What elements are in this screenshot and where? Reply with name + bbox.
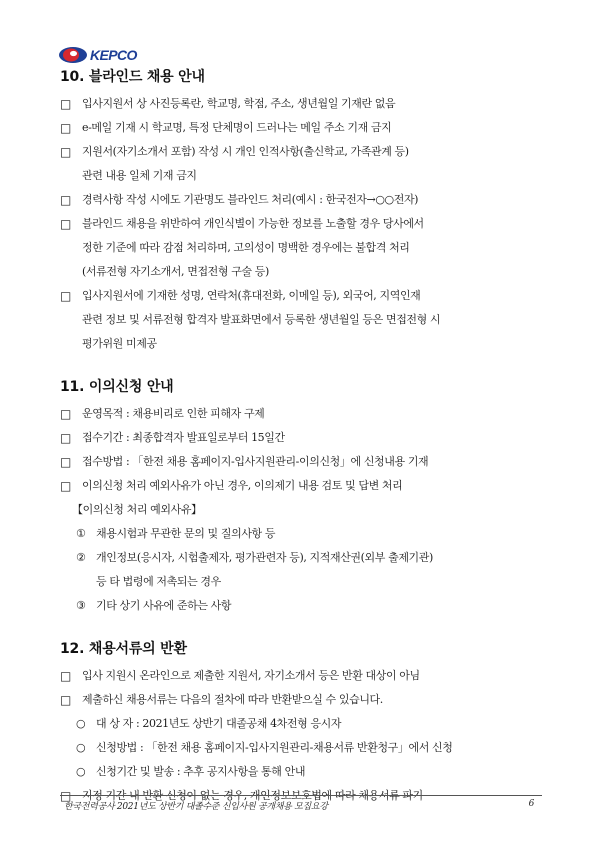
item-text-continued: 관련 내용 일체 기재 금지 xyxy=(82,169,197,182)
bullet-marker: ○ xyxy=(76,717,86,730)
checkbox-bullet-icon: □ xyxy=(60,145,71,159)
checkbox-bullet-icon: □ xyxy=(60,669,71,683)
item-text-continued: 관련 정보 및 서류전형 합격자 발표화면에서 등록한 생년월일 등은 면접전형 시 xyxy=(82,313,441,326)
section-12 xyxy=(60,639,542,808)
checkbox-bullet-icon: □ xyxy=(60,693,71,707)
section-10 xyxy=(60,67,542,356)
section-title: 12. 채용서류의 반환 xyxy=(60,641,187,657)
item-text: 대 상 자 : 2021년도 상반기 대졸공채 4차전형 응시자 xyxy=(96,717,342,730)
continuation-line xyxy=(60,570,542,594)
checkbox-bullet-icon: □ xyxy=(60,455,71,469)
sub-list-item xyxy=(60,736,542,760)
indent-spacer xyxy=(60,260,82,284)
sub-list-item xyxy=(60,522,542,546)
item-text: 채용시험과 무관한 문의 및 질의사항 등 xyxy=(96,527,276,540)
continuation-line xyxy=(60,260,542,284)
item-text-continued: 정한 기준에 따라 감점 처리하며, 고의성이 명백한 경우에는 불합격 처리 xyxy=(82,241,410,254)
sub-list-item xyxy=(60,712,542,736)
item-text: 입사지원서 상 사진등록란, 학교명, 학점, 주소, 생년월일 기재란 없음 xyxy=(82,97,396,110)
item-text: 제출하신 채용서류는 다음의 절차에 따라 반환받으실 수 있습니다. xyxy=(82,693,383,706)
checkbox-bullet-icon: □ xyxy=(60,479,71,493)
item-text-continued: 등 타 법령에 저촉되는 경우 xyxy=(96,575,221,588)
indent-spacer xyxy=(60,164,82,188)
document-body xyxy=(60,67,542,808)
continuation-line xyxy=(60,308,542,332)
indent-spacer xyxy=(60,332,82,356)
checkbox-list-item xyxy=(60,450,542,474)
item-text: 개인정보(응시자, 시험출제자, 평가관련자 등), 지적재산권(외부 출제기관) xyxy=(96,551,433,564)
bullet-marker: ③ xyxy=(76,599,86,612)
section-title: 11. 이의신청 안내 xyxy=(60,379,174,395)
continuation-line xyxy=(60,164,542,188)
sub-list-item xyxy=(60,594,542,618)
checkbox-list-item xyxy=(60,664,542,688)
continuation-line xyxy=(60,236,542,260)
kepco-logo xyxy=(58,44,137,66)
checkbox-list-item xyxy=(60,212,542,236)
item-text: e-메일 기재 시 학교명, 특정 단체명이 드러나는 메일 주소 기재 금지 xyxy=(82,121,392,134)
item-text-continued: 평가위원 미제공 xyxy=(82,337,157,350)
checkbox-list-item xyxy=(60,284,542,308)
item-text: 신청기간 및 발송 : 추후 공지사항을 통해 안내 xyxy=(96,765,306,778)
item-text: 경력사항 작성 시에도 기관명도 블라인드 처리(예시 : 한국전자→○○전자) xyxy=(82,193,419,206)
checkbox-bullet-icon: □ xyxy=(60,97,71,111)
section-title: 10. 블라인드 채용 안내 xyxy=(60,69,205,85)
bullet-marker: ○ xyxy=(76,765,86,778)
section-11 xyxy=(60,377,542,618)
bullet-marker: ② xyxy=(76,551,86,564)
item-text: 운영목적 : 채용비리로 인한 피해자 구제 xyxy=(82,407,265,420)
checkbox-list-item xyxy=(60,92,542,116)
checkbox-bullet-icon: □ xyxy=(60,431,71,445)
item-text: 지정 기간 내 반환 신청이 없는 경우, 개인정보보호법에 따라 채용서류 파기 xyxy=(82,789,423,802)
indent-spacer xyxy=(60,236,82,260)
checkbox-bullet-icon: □ xyxy=(60,217,71,231)
checkbox-bullet-icon: □ xyxy=(60,789,71,803)
indent-spacer xyxy=(60,308,82,332)
item-text: 접수방법 : 「한전 채용 홈페이지-입사지원관리-이의신청」에 신청내용 기재 xyxy=(82,455,429,468)
item-text: 신청방법 : 「한전 채용 홈페이지-입사지원관리-채용서류 반환청구」에서 신청 xyxy=(96,741,453,754)
bullet-marker: ○ xyxy=(76,741,86,754)
item-text: 입사지원서에 기재한 성명, 연락처(휴대전화, 이메일 등), 외국어, 지역인재 xyxy=(82,289,421,302)
checkbox-bullet-icon: □ xyxy=(60,289,71,303)
item-text: 이의신청 처리 예외사유가 아닌 경우, 이의제기 내용 검토 및 답변 처리 xyxy=(82,479,403,492)
note-heading: 【이의신청 처리 예외사유】 xyxy=(72,503,202,516)
item-text: 입사 지원시 온라인으로 제출한 지원서, 자기소개서 등은 반환 대상이 아님 xyxy=(82,669,420,682)
kepco-wordmark: KEPCO xyxy=(90,47,137,63)
checkbox-list-item xyxy=(60,140,542,164)
item-text-continued: (서류전형 자기소개서, 면접전형 구술 등) xyxy=(82,265,269,278)
checkbox-bullet-icon: □ xyxy=(60,121,71,135)
sub-list-item xyxy=(60,760,542,784)
checkbox-bullet-icon: □ xyxy=(60,407,71,421)
footer-divider xyxy=(60,795,542,796)
item-text: 지원서(자기소개서 포함) 작성 시 개인 인적사항(출신학교, 가족관계 등) xyxy=(82,145,409,158)
page-number: 6 xyxy=(528,799,534,809)
continuation-line xyxy=(60,332,542,356)
sub-list-item xyxy=(60,546,542,570)
checkbox-list-item xyxy=(60,688,542,712)
checkbox-list-item xyxy=(60,116,542,140)
kepco-emblem-icon xyxy=(58,46,88,64)
item-text: 블라인드 채용을 위반하여 개인식별이 가능한 정보를 노출할 경우 당사에서 xyxy=(82,217,424,230)
item-text: 접수기간 : 최종합격자 발표일로부터 15일간 xyxy=(82,431,285,444)
item-text: 기타 상기 사유에 준하는 사항 xyxy=(96,599,232,612)
checkbox-list-item xyxy=(60,474,542,498)
checkbox-list-item xyxy=(60,426,542,450)
checkbox-list-item xyxy=(60,402,542,426)
page-footer xyxy=(64,799,534,812)
footer-title: 한국전력공사 2021년도 상반기 대졸수준 신입사원 공개채용 모집요강 xyxy=(64,802,328,812)
checkbox-bullet-icon: □ xyxy=(60,193,71,207)
checkbox-list-item xyxy=(60,188,542,212)
bullet-marker: ① xyxy=(76,527,86,540)
indent-spacer xyxy=(76,570,96,594)
